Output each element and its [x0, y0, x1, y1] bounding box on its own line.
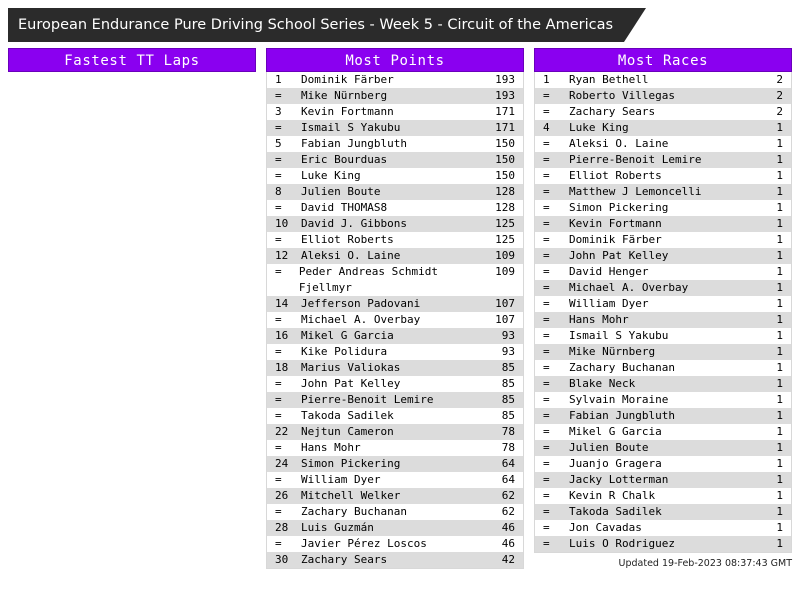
row-driver-name: Luis Guzmán [301, 521, 374, 534]
row-position: = [275, 345, 282, 358]
row-driver-name: David J. Gibbons [301, 217, 407, 230]
row-driver-name: Roberto Villegas [569, 89, 675, 102]
row-value: 125 [495, 233, 515, 246]
row-value: 171 [495, 105, 515, 118]
row-driver-name: Hans Mohr [569, 313, 629, 326]
row-value: 125 [495, 217, 515, 230]
table-row [535, 280, 791, 296]
table-row [267, 456, 523, 472]
row-value: 128 [495, 201, 515, 214]
row-value: 62 [501, 505, 515, 518]
row-value: 46 [501, 521, 515, 534]
row-value: 64 [501, 473, 515, 486]
table-row [267, 328, 523, 344]
row-value: 1 [776, 185, 783, 198]
row-driver-name: Aleksi O. Laine [569, 137, 669, 150]
row-value: 2 [776, 89, 783, 102]
row-position: = [543, 361, 550, 374]
row-position: 12 [275, 249, 289, 262]
row-driver-name: Michael A. Overbay [301, 313, 421, 326]
row-driver-name: Simon Pickering [569, 201, 669, 214]
row-driver-name: Fabian Jungbluth [569, 409, 675, 422]
row-value: 1 [776, 393, 783, 406]
row-driver-name: Zachary Sears [301, 553, 388, 566]
row-position: = [275, 377, 282, 390]
table-row [267, 216, 523, 232]
row-driver-name: Aleksi O. Laine [301, 249, 401, 262]
row-position: 10 [275, 217, 289, 230]
row-position: = [543, 505, 550, 518]
table-row [267, 88, 523, 104]
panel-most-points [266, 48, 524, 569]
table-row [267, 424, 523, 440]
row-value: 1 [776, 441, 783, 454]
row-value: 1 [776, 169, 783, 182]
row-driver-name: William Dyer [301, 473, 381, 486]
row-driver-name: Simon Pickering [301, 457, 401, 470]
row-position: 30 [275, 553, 289, 566]
table-row [535, 264, 791, 280]
table-row [535, 472, 791, 488]
row-driver-name: Eric Bourduas [301, 153, 388, 166]
title-tab [8, 8, 624, 42]
row-value: 1 [776, 345, 783, 358]
table-row [267, 120, 523, 136]
row-driver-name: Julien Boute [301, 185, 381, 198]
row-value: 2 [776, 105, 783, 118]
table-row [267, 72, 523, 88]
row-driver-name: Nejtun Cameron [301, 425, 394, 438]
row-value: 93 [501, 345, 515, 358]
row-driver-name: Mike Nürnberg [301, 89, 388, 102]
row-value: 1 [776, 409, 783, 422]
row-driver-name: Javier Pérez Loscos [301, 537, 427, 550]
row-position: = [543, 281, 550, 294]
most-races-list [534, 72, 792, 553]
row-position: = [543, 185, 550, 198]
row-position: 14 [275, 297, 289, 310]
row-value: 1 [776, 249, 783, 262]
row-position: = [543, 169, 550, 182]
table-row [267, 184, 523, 200]
row-value: 1 [776, 329, 783, 342]
row-position: = [275, 153, 282, 166]
row-position: 22 [275, 425, 289, 438]
table-row [267, 264, 523, 296]
row-driver-name: Dominik Färber [301, 73, 394, 86]
row-driver-name: Jefferson Padovani [301, 297, 421, 310]
row-position: = [543, 201, 550, 214]
table-row [267, 312, 523, 328]
row-position: 5 [275, 137, 282, 150]
row-driver-name: Peder Andreas Schmidt Fjellmyr [298, 265, 438, 294]
row-position: = [543, 105, 550, 118]
table-row [267, 136, 523, 152]
row-position: = [275, 265, 282, 278]
most-points-header: Most Points [266, 48, 524, 72]
row-position: = [275, 121, 282, 134]
row-position: 4 [543, 121, 550, 134]
row-driver-name: John Pat Kelley [301, 377, 401, 390]
row-driver-name: Ryan Bethell [569, 73, 649, 86]
row-value: 150 [495, 137, 515, 150]
table-row [535, 232, 791, 248]
row-position: = [543, 137, 550, 150]
row-driver-name: Mike Nürnberg [569, 345, 656, 358]
row-driver-name: Luke King [301, 169, 361, 182]
row-driver-name: Kevin R Chalk [569, 489, 656, 502]
row-value: 1 [776, 137, 783, 150]
row-driver-name: Elliot Roberts [569, 169, 662, 182]
table-row [535, 424, 791, 440]
row-position: 26 [275, 489, 289, 502]
table-row [267, 376, 523, 392]
row-value: 62 [501, 489, 515, 502]
row-value: 150 [495, 153, 515, 166]
table-row [535, 408, 791, 424]
row-position: 8 [275, 185, 282, 198]
table-row [267, 168, 523, 184]
panel-most-races [534, 48, 792, 553]
table-row [535, 184, 791, 200]
row-driver-name: Hans Mohr [301, 441, 361, 454]
row-value: 93 [501, 329, 515, 342]
row-position: = [543, 233, 550, 246]
row-position: = [275, 313, 282, 326]
row-position: = [543, 377, 550, 390]
table-row [267, 536, 523, 552]
row-position: = [543, 313, 550, 326]
row-value: 78 [501, 425, 515, 438]
row-driver-name: Dominik Färber [569, 233, 662, 246]
row-value: 109 [495, 249, 515, 262]
row-value: 1 [776, 425, 783, 438]
row-driver-name: Michael A. Overbay [569, 281, 689, 294]
table-row [535, 136, 791, 152]
table-row [535, 200, 791, 216]
row-position: = [275, 537, 282, 550]
row-position: = [543, 297, 550, 310]
row-value: 64 [501, 457, 515, 470]
table-row [535, 120, 791, 136]
row-position: = [543, 153, 550, 166]
row-value: 1 [776, 505, 783, 518]
row-value: 107 [495, 297, 515, 310]
row-driver-name: Elliot Roberts [301, 233, 394, 246]
row-value: 107 [495, 313, 515, 326]
row-driver-name: Fabian Jungbluth [301, 137, 407, 150]
row-position: = [275, 169, 282, 182]
table-row [267, 200, 523, 216]
table-row [267, 488, 523, 504]
row-position: = [543, 393, 550, 406]
table-row [535, 88, 791, 104]
row-value: 1 [776, 313, 783, 326]
row-value: 85 [501, 361, 515, 374]
page-title: European Endurance Pure Driving School Series - Week 5 - Circuit of the Americas [18, 17, 614, 33]
row-value: 1 [776, 121, 783, 134]
row-value: 1 [776, 217, 783, 230]
row-position: = [543, 521, 550, 534]
row-driver-name: Marius Valiokas [301, 361, 401, 374]
row-driver-name: Mikel G Garcia [569, 425, 662, 438]
row-driver-name: Zachary Buchanan [569, 361, 675, 374]
row-value: 109 [495, 265, 515, 278]
table-row [535, 104, 791, 120]
row-driver-name: William Dyer [569, 297, 649, 310]
row-position: = [543, 329, 550, 342]
row-driver-name: Blake Neck [569, 377, 636, 390]
row-driver-name: Matthew J Lemoncelli [569, 185, 702, 198]
row-position: = [543, 409, 550, 422]
row-driver-name: Ismail S Yakubu [569, 329, 669, 342]
title-bar [8, 8, 792, 42]
row-position: = [275, 409, 282, 422]
table-row [535, 216, 791, 232]
row-driver-name: David Henger [569, 265, 649, 278]
row-value: 128 [495, 185, 515, 198]
row-driver-name: Pierre-Benoit Lemire [301, 393, 434, 406]
table-row [267, 232, 523, 248]
table-row [535, 488, 791, 504]
table-row [267, 440, 523, 456]
row-driver-name: Sylvain Moraine [569, 393, 669, 406]
most-races-header: Most Races [534, 48, 792, 72]
row-value: 2 [776, 73, 783, 86]
row-value: 1 [776, 537, 783, 550]
row-position: = [275, 89, 282, 102]
row-driver-name: David THOMAS8 [301, 201, 388, 214]
updated-timestamp: Updated 19-Feb-2023 08:37:43 GMT [618, 558, 792, 569]
row-value: 85 [501, 409, 515, 422]
title-tab-slant [624, 8, 646, 42]
table-row [267, 504, 523, 520]
table-row [267, 472, 523, 488]
row-driver-name: Pierre-Benoit Lemire [569, 153, 702, 166]
row-driver-name: Zachary Buchanan [301, 505, 407, 518]
table-row [535, 376, 791, 392]
row-driver-name: Jon Cavadas [569, 521, 642, 534]
table-row [535, 456, 791, 472]
table-row [535, 344, 791, 360]
row-position: = [543, 89, 550, 102]
row-position: = [275, 505, 282, 518]
most-points-list [266, 72, 524, 569]
table-row [535, 440, 791, 456]
row-driver-name: Julien Boute [569, 441, 649, 454]
row-position: 24 [275, 457, 289, 470]
row-driver-name: Kevin Fortmann [301, 105, 394, 118]
row-value: 46 [501, 537, 515, 550]
row-position: = [275, 233, 282, 246]
row-driver-name: Luis O Rodriguez [569, 537, 675, 550]
row-value: 1 [776, 281, 783, 294]
table-row [267, 552, 523, 568]
row-value: 1 [776, 361, 783, 374]
row-value: 85 [501, 393, 515, 406]
table-row [267, 248, 523, 264]
table-row [535, 152, 791, 168]
row-position: = [275, 201, 282, 214]
row-position: = [543, 441, 550, 454]
row-position: = [543, 345, 550, 358]
table-row [267, 520, 523, 536]
row-value: 1 [776, 473, 783, 486]
table-row [535, 168, 791, 184]
row-position: = [543, 265, 550, 278]
row-value: 150 [495, 169, 515, 182]
row-value: 1 [776, 457, 783, 470]
row-position: = [543, 425, 550, 438]
table-row [535, 328, 791, 344]
row-position: = [543, 457, 550, 470]
row-value: 78 [501, 441, 515, 454]
row-driver-name: Takoda Sadilek [569, 505, 662, 518]
row-driver-name: Mikel G Garcia [301, 329, 394, 342]
row-driver-name: Kike Polidura [301, 345, 388, 358]
row-driver-name: Jacky Lotterman [569, 473, 669, 486]
table-row [535, 312, 791, 328]
row-position: 3 [275, 105, 282, 118]
table-row [267, 360, 523, 376]
row-driver-name: Zachary Sears [569, 105, 656, 118]
row-value: 171 [495, 121, 515, 134]
row-driver-name: Ismail S Yakubu [301, 121, 401, 134]
fastest-tt-laps-header: Fastest TT Laps [8, 48, 256, 72]
table-row [535, 360, 791, 376]
row-position: = [543, 489, 550, 502]
row-value: 193 [495, 73, 515, 86]
table-row [535, 72, 791, 88]
row-position: 18 [275, 361, 289, 374]
table-row [267, 152, 523, 168]
row-value: 1 [776, 233, 783, 246]
panel-fastest-tt-laps [8, 48, 256, 72]
table-row [535, 504, 791, 520]
table-row [267, 408, 523, 424]
table-row [267, 296, 523, 312]
row-position: = [543, 249, 550, 262]
row-value: 1 [776, 153, 783, 166]
row-position: = [543, 473, 550, 486]
table-row [535, 248, 791, 264]
row-value: 1 [776, 521, 783, 534]
row-value: 1 [776, 297, 783, 310]
row-driver-name: John Pat Kelley [569, 249, 669, 262]
row-value: 42 [501, 553, 515, 566]
row-value: 1 [776, 489, 783, 502]
table-row [535, 536, 791, 552]
row-driver-name: Luke King [569, 121, 629, 134]
row-driver-name: Mitchell Welker [301, 489, 401, 502]
row-value: 1 [776, 265, 783, 278]
table-row [535, 392, 791, 408]
table-row [267, 104, 523, 120]
table-row [267, 344, 523, 360]
row-position: = [275, 473, 282, 486]
table-row [535, 520, 791, 536]
row-position: 28 [275, 521, 289, 534]
row-position: 1 [543, 73, 550, 86]
row-value: 1 [776, 377, 783, 390]
row-position: = [275, 441, 282, 454]
row-driver-name: Kevin Fortmann [569, 217, 662, 230]
row-value: 85 [501, 377, 515, 390]
row-value: 193 [495, 89, 515, 102]
row-driver-name: Takoda Sadilek [301, 409, 394, 422]
row-value: 1 [776, 201, 783, 214]
row-driver-name: Juanjo Gragera [569, 457, 662, 470]
row-position: = [543, 217, 550, 230]
row-position: 1 [275, 73, 282, 86]
row-position: 16 [275, 329, 289, 342]
row-position: = [275, 393, 282, 406]
row-position: = [543, 537, 550, 550]
table-row [267, 392, 523, 408]
table-row [535, 296, 791, 312]
